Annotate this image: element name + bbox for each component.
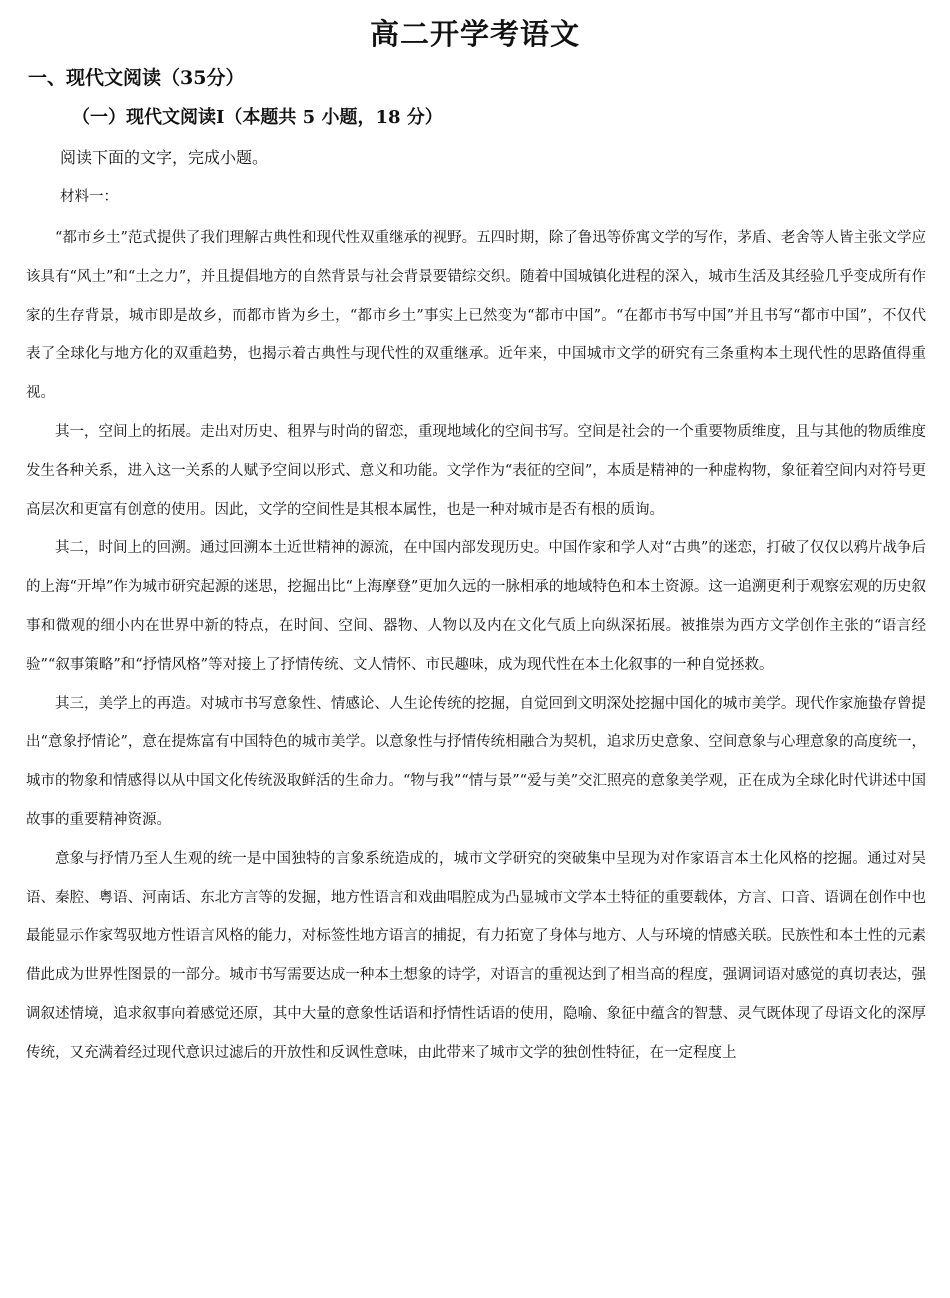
- material-label: 材料一：: [60, 189, 118, 205]
- paragraph: 其二，时间上的回溯。通过回溯本土近世精神的源流，在中国内部发现历史。中国作家和学人对“古典”的迷恋，打破了仅仅以鸦片战争后的上海“开埠”作为城市研究起源的迷思，挖掘出比“上海摩登”更加久远的一脉相承的地域特色和本土资源。这一追溯更利于观察宏观的历史叙事和微观的细小内在世界中新的特点，在时间、空间、器物、人物以及内在文化气质上向纵深拓展。被推崇为西方文学创作主张的“语言经验”“叙事策略”和“抒情风格”等对接上了抒情传统、文人情怀、市民趣味，成为现代性在本土化叙事的一种自觉拯救。: [26, 540, 926, 673]
- reading-passage: [26, 219, 926, 1073]
- subsection-heading: （一）现代文阅读Ⅰ（本题共 5 小题，18 分）: [72, 107, 443, 128]
- paragraph: “都市乡土”范式提供了我们理解古典性和现代性双重继承的视野。五四时期，除了鲁迅等侨寓文学的写作，茅盾、老舍等人皆主张文学应该具有“风土”和“土之力”，并且提倡地方的自然背景与社会背景要错综交织。随着中国城镇化进程的深入，城市生活及其经验几乎变成所有作家的生存背景，城市即是故乡，而都市皆为乡土，“都市乡土”事实上已然变为“都市中国”。“在都市书写中国”并且书写“都市中国”，不仅代表了全球化与地方化的双重趋势，也揭示着古典性与现代性的双重继承。近年来，中国城市文学的研究有三条重构本土现代性的思路值得重视。: [26, 230, 926, 402]
- paragraph: 其一，空间上的拓展。走出对历史、租界与时尚的留恋，重现地域化的空间书写。空间是社会的一个重要物质维度，且与其他的物质维度发生各种关系，进入这一关系的人赋予空间以形式、意义和功能。文学作为“表征的空间”，本质是精神的一种虚构物，象征着空间内对符号更高层次和更富有创意的使用。因此，文学的空间性是其根本属性，也是一种对城市是否有根的质询。: [26, 423, 926, 518]
- paragraph: 其三，美学上的再造。对城市书写意象性、情感论、人生论传统的挖掘，自觉回到文明深处挖掘中国化的城市美学。现代作家施蛰存曾提出“意象抒情论”，意在提炼富有中国特色的城市美学。以意象性与抒情传统相融合为契机，追求历史意象、空间意象与心理意象的高度统一，城市的物象和情感得以从中国文化传统汲取鲜活的生命力。“物与我”“情与景”“爱与美”交汇照亮的意象美学观，正在成为全球化时代讲述中国故事的重要精神资源。: [26, 695, 926, 828]
- page-title: 高二开学考语文: [369, 17, 580, 51]
- section-heading: 一、现代文阅读（35分）: [28, 67, 245, 89]
- instruction-text: 阅读下面的文字，完成小题。: [60, 148, 269, 167]
- paragraph: 意象与抒情乃至人生观的统一是中国独特的言象系统造成的，城市文学研究的突破集中呈现为对作家语言本土化风格的挖掘。通过对吴语、秦腔、粤语、河南话、东北方言等的发掘，地方性语言和戏曲唱腔成为凸显城市文学本土特征的重要载体，方言、口音、语调在创作中也最能显示作家驾驭地方性语言风格的能力，对标签性地方语言的捕捉，有力拓宽了身体与地方、人与环境的情感关联。民族性和本土性的元素借此成为世界性图景的一部分。城市书写需要达成一种本土想象的诗学，对语言的重视达到了相当高的程度，强调词语对感觉的真切表达，强调叙述情境，追求叙事向着感觉还原，其中大量的意象性话语和抒情性话语的使用，隐喻、象征中蕴含的智慧、灵气既体现了母语文化的深厚传统，又充满着经过现代意识过滤后的开放性和反讽性意味，由此带来了城市文学的独创性特征，在一定程度上: [26, 850, 926, 1061]
